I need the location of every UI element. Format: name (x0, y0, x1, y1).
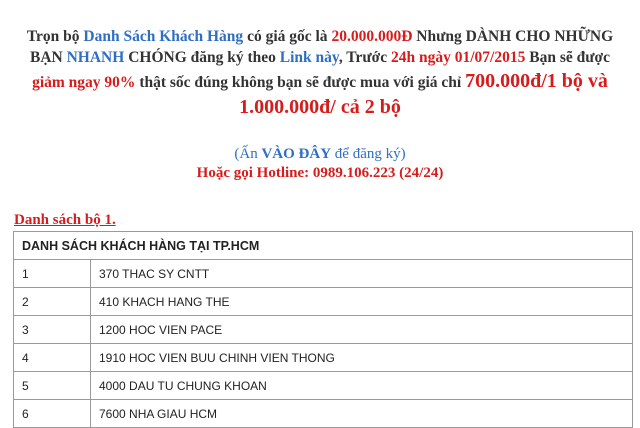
table-row (14, 316, 633, 344)
promo-text (0, 26, 640, 120)
register-text-close: để đăng ký) (331, 146, 406, 162)
list-title: Danh sách bộ 1. (14, 212, 116, 228)
promo-line-3 (0, 68, 640, 94)
row-number: 2 (14, 288, 91, 316)
register-link[interactable]: Link này (279, 49, 339, 66)
customer-list-table (13, 231, 633, 428)
row-name: 410 KHACH HANG THE (91, 288, 633, 316)
promo-text-segment: BẠN (30, 49, 67, 66)
table-row (14, 400, 633, 428)
original-price: 20.000.000Đ (331, 28, 413, 45)
row-number: 6 (14, 400, 91, 428)
row-name: 1910 HOC VIEN BUU CHINH VIEN THONG (91, 344, 633, 372)
register-here-link[interactable]: VÀO ĐÂY (261, 146, 332, 162)
row-number: 5 (14, 372, 91, 400)
deadline-text: 24h ngày 01/07/2015 (391, 49, 526, 66)
row-name: 7600 NHA GIAU HCM (91, 400, 633, 428)
sale-price-bundle: 1.000.000đ/ cả 2 bộ (239, 96, 401, 118)
promo-text-segment: CHÓNG đăng ký theo (124, 49, 280, 66)
discount-text: giảm ngay 90% (32, 74, 136, 91)
row-name: 4000 DAU TU CHUNG KHOAN (91, 372, 633, 400)
table-row (14, 372, 633, 400)
promo-text-segment: Bạn sẽ được (525, 49, 610, 66)
register-prompt (0, 145, 640, 164)
table-header-row (14, 232, 633, 260)
row-number: 3 (14, 316, 91, 344)
promo-line-4 (0, 94, 640, 120)
table-row (14, 344, 633, 372)
sale-price-single: 700.000đ/1 bộ và (465, 70, 608, 92)
row-number: 1 (14, 260, 91, 288)
promo-text-segment: , Trước (338, 49, 391, 66)
table-row (14, 288, 633, 316)
promo-text-segment: thật sốc đúng không bạn sẽ được mua với giá chỉ (135, 74, 466, 91)
row-number: 4 (14, 344, 91, 372)
promo-line-2 (0, 47, 640, 68)
fast-highlight: NHANH (66, 49, 125, 66)
table-row (14, 260, 633, 288)
promo-text-segment: có giá gốc là (243, 28, 332, 45)
promo-text-segment: Nhưng DÀNH CHO NHỮNG (412, 28, 614, 45)
register-text-open: (Ấn (234, 146, 262, 162)
row-name: 370 THAC SY CNTT (91, 260, 633, 288)
promo-line-1 (0, 26, 640, 47)
customer-list-link[interactable]: Danh Sách Khách Hàng (83, 28, 244, 45)
promo-text-segment: Trọn bộ (26, 28, 84, 45)
row-name: 1200 HOC VIEN PACE (91, 316, 633, 344)
table-header: DANH SÁCH KHÁCH HÀNG TẠI TP.HCM (14, 232, 633, 260)
hotline-text: Hoặc gọi Hotline: 0989.106.223 (24/24) (196, 165, 444, 181)
